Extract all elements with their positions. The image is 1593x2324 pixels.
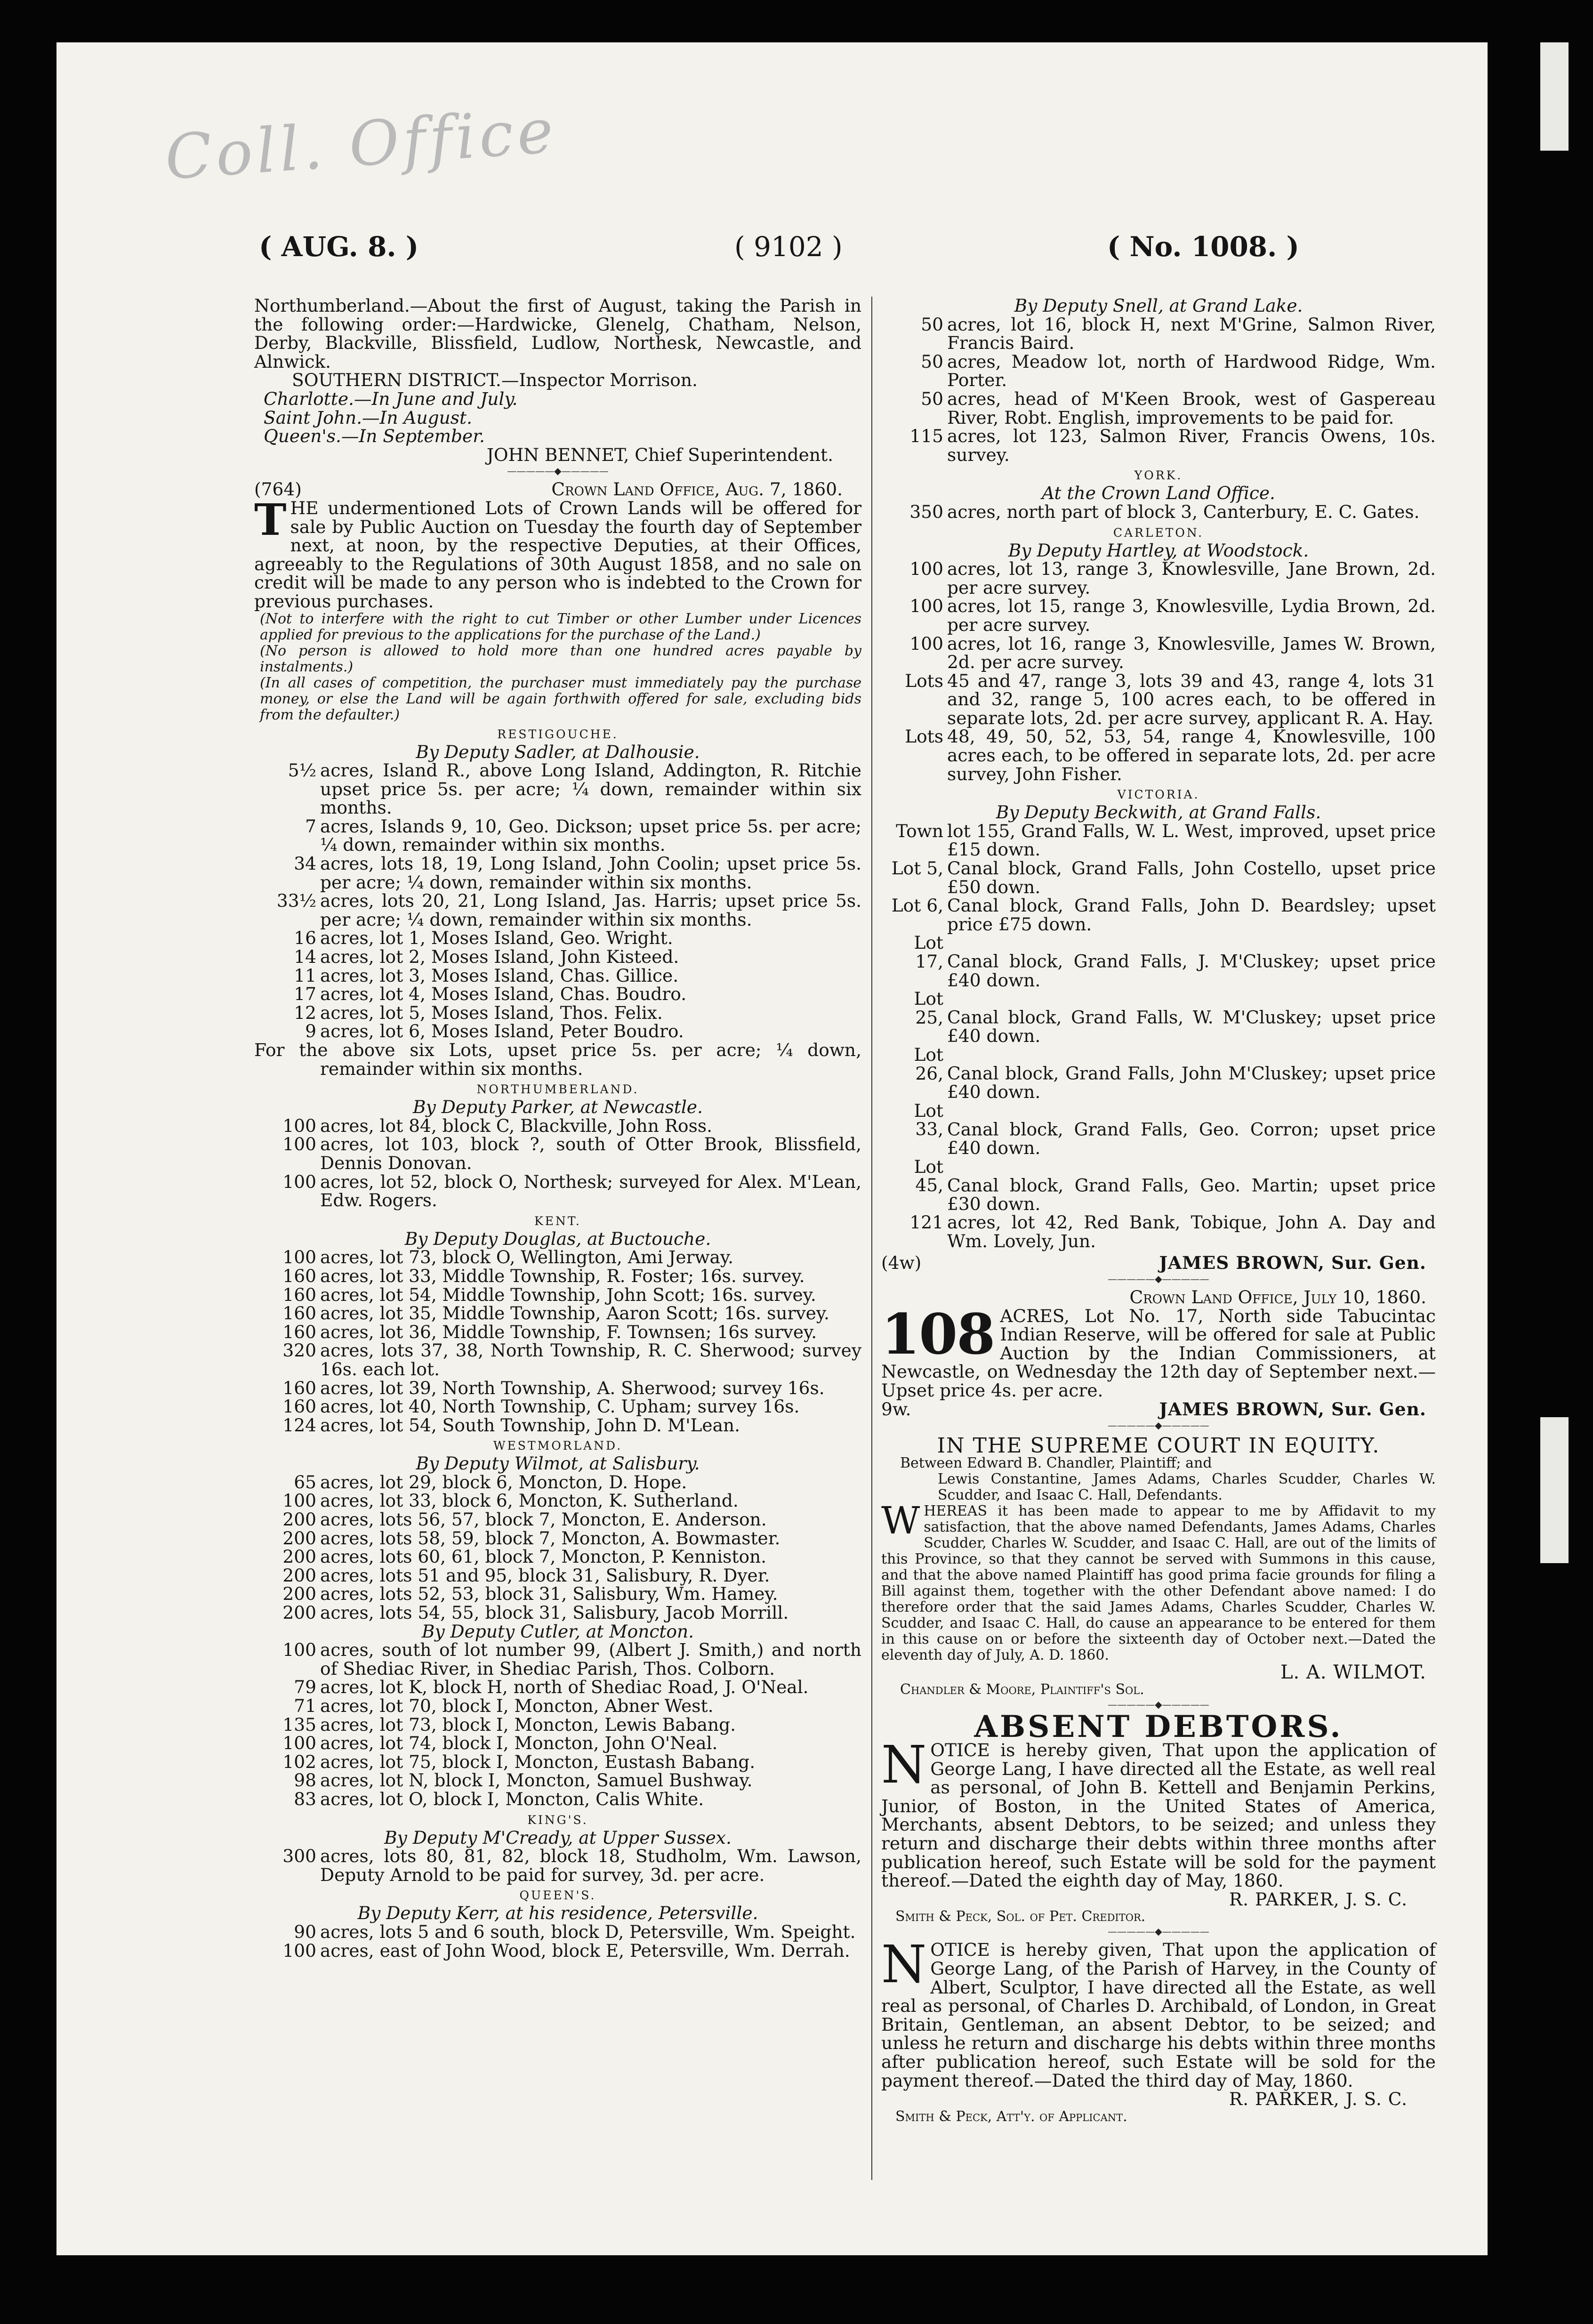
surveyor-signature: JAMES BROWN, Sur. Gen. [1159, 1252, 1426, 1273]
lot-description: acres, lot 54, South Township, John D. M'Lean. [320, 1414, 740, 1436]
lot-acreage: 200 [282, 1565, 316, 1586]
handwritten-signature: Coll. Office [162, 95, 559, 194]
lot-entry [254, 1248, 861, 1267]
lot-description: acres, east of John Wood, block E, Petersville, Wm. Derrah. [320, 1940, 850, 1961]
lot-description: acres, lot 40, North Township, C. Upham; survey 16s. [320, 1396, 800, 1417]
lot-acreage: 100 [282, 1134, 316, 1155]
lot-acreage: 50 [921, 388, 943, 409]
lot-acreage: 16 [294, 928, 316, 949]
notice-note-1: (Not to interfere with the right to cut Timber or other Lumber under Licences applied for previous to the applications for the purchase of the Land.) [260, 610, 861, 643]
lot-acreage: 115 [909, 426, 943, 447]
lot-entry [254, 1923, 861, 1942]
left-column [254, 297, 861, 1960]
lot-entry [254, 1790, 861, 1809]
county-heading: YORK. [1134, 468, 1183, 483]
lot-entry [254, 1492, 861, 1510]
lot-acreage: 83 [294, 1788, 316, 1809]
lot-description: acres, lots 37, 38, North Township, R. C. Sherwood; survey 16s. each lot. [320, 1340, 861, 1380]
lot-list [254, 1248, 861, 1435]
lot-entry [881, 390, 1436, 427]
insertion-code: 9w. [881, 1398, 911, 1420]
lot-description: acres, lots 80, 81, 82, block 18, Studholm, Wm. Lawson, Deputy Arnold to be paid for survey, 3d. per acre. [320, 1846, 861, 1885]
deputy-line: By Deputy Cutler, at Moncton. [421, 1621, 694, 1642]
right-column [881, 297, 1436, 2125]
lot-description: acres, lot 35, Middle Township, Aaron Scott; 16s. survey. [320, 1303, 829, 1324]
lot-description: acres, lot 52, block O, Northesk; surveyed for Alex. M'Lean, Edw. Rogers. [320, 1171, 861, 1211]
northumberland-schedule: Northumberland.—About the first of August, taking the Parish in the following order:—Hardwicke, Glenelg, Chatham, Nelson, Derby, Blackville, Blissfield, Ludlow, Northesk, Newcastle, and Alnwick. [254, 295, 861, 372]
lot-acreage: 34 [294, 853, 316, 874]
lot-acreage: 100 [909, 558, 943, 580]
lot-entry [254, 1942, 861, 1961]
lot-entry [881, 822, 1436, 859]
county-heading: CARLETON. [1113, 525, 1204, 540]
lot-description: Canal block, Grand Falls, Geo. Martin; upset price £30 down. [947, 1175, 1436, 1214]
lot-entry [254, 1473, 861, 1492]
page-number: ( 9102 ) [734, 231, 843, 263]
schedule-saint-john: Saint John.—In August. [264, 407, 473, 428]
lot-entry [881, 859, 1436, 896]
lot-entry [881, 990, 1436, 1046]
notice-note-3: (In all cases of competition, the purchaser must immediately pay the purchase money, or else the Land will be again forthwith offered for sale, excluding bids from the defaulter.) [260, 674, 861, 723]
lot-description: acres, lots 58, 59, block 7, Moncton, A. Bowmaster. [320, 1527, 780, 1549]
drop-cap: N [881, 1735, 927, 1795]
solicitor-line: Smith & Peck, Att'y. of Applicant. [895, 2108, 1127, 2125]
deputy-line: By Deputy M'Cready, at Upper Sussex. [384, 1827, 732, 1848]
lot-description: acres, lot 54, Middle Township, John Scott; 16s. survey. [320, 1284, 816, 1305]
lot-entry [254, 1416, 861, 1435]
lot-list [254, 1847, 861, 1884]
lot-acreage: 160 [282, 1396, 316, 1417]
deputy-line: By Deputy Parker, at Newcastle. [413, 1097, 703, 1118]
notice-764-header [254, 480, 861, 499]
lot-description: acres, head of M'Keen Brook, west of Gaspereau River, Robt. English, improvements to be paid for. [947, 388, 1436, 428]
lot-description: acres, north part of block 3, Canterbury, E. C. Gates. [947, 501, 1420, 522]
schedule-queens: Queen's.—In September. [264, 426, 485, 447]
lot-entry [254, 892, 861, 929]
issue-number: ( No. 1008. ) [1107, 231, 1299, 263]
lot-entry [254, 1397, 861, 1416]
lot-acreage: 100 [282, 1733, 316, 1754]
gazette-page [56, 42, 1488, 2255]
lot-acreage: 50 [921, 314, 943, 335]
lot-description: lot 155, Grand Falls, W. L. West, improved, upset price £15 down. [947, 820, 1436, 860]
lot-list [254, 1641, 861, 1808]
lot-acreage: 79 [294, 1677, 316, 1698]
notice-108-body: 108 ACRES, Lot No. 17, North side Tabucintac Indian Reserve, will be offered for sale at Public Auction by the Indian Commissioners, at Newcastle, on Wednesday the 12th day of September next.—Upset price 4s. per acre. [881, 1301, 1436, 1401]
lot-acreage: Lot 33, [914, 1100, 943, 1140]
lot-acreage: 200 [282, 1546, 316, 1567]
lot-entry [881, 934, 1436, 990]
lot-acreage: Town [896, 820, 943, 841]
lot-description: 45 and 47, range 3, lots 39 and 43, range 4, lots 31 and 32, range 5, 100 acres each, to be offered in separate lots, 2d. per acre survey, applicant R. A. Hay. [947, 670, 1436, 728]
lot-description: 48, 49, 50, 52, 53, 54, range 4, Knowlesville, 100 acres each, to be offered in separate lots, 2d. per acre survey, John Fisher. [947, 726, 1436, 784]
surveyor-signature: JAMES BROWN, Sur. Gen. [1159, 1398, 1426, 1420]
lot-list [881, 503, 1436, 522]
county-heading: KENT. [534, 1214, 581, 1228]
superintendent-signature: JOHN BENNET, Chief Superintendent. [486, 444, 833, 465]
deputy-line: By Deputy Wilmot, at Salisbury. [416, 1453, 700, 1474]
lot-acreage: 124 [282, 1414, 316, 1436]
lot-acreage: 300 [282, 1846, 316, 1867]
lot-acreage: 100 [909, 596, 943, 617]
lot-description: Canal block, Grand Falls, J. M'Cluskey; upset price £40 down. [947, 951, 1436, 991]
lot-entry [881, 597, 1436, 634]
lot-acreage: 100 [282, 1115, 316, 1136]
lot-acreage: Lot 6, [891, 895, 943, 916]
section-divider [881, 1420, 1436, 1433]
lot-description: acres, lot 1, Moses Island, Geo. Wright. [320, 928, 673, 949]
lot-entry [254, 1548, 861, 1566]
lot-entry [254, 1585, 861, 1604]
judge-signature: R. PARKER, J. S. C. [1229, 1888, 1408, 1910]
court-parties: Between Edward B. Chandler, Plaintiff; and [900, 1454, 1212, 1471]
lot-entry [881, 1102, 1436, 1158]
lot-entry [254, 1022, 861, 1041]
county-heading: VICTORIA. [1117, 788, 1200, 802]
section-divider [881, 1274, 1436, 1286]
lot-entry [254, 761, 861, 817]
lot-description: acres, lot 16, block H, next M'Grine, Salmon River, Francis Baird. [947, 314, 1436, 354]
insertion-code: (4w) [881, 1252, 922, 1273]
lot-list [254, 761, 861, 1041]
section-divider [881, 1927, 1436, 1939]
lot-description: acres, lots 54, 55, block 31, Salisbury, Jacob Morrill. [320, 1602, 789, 1623]
lot-entry [254, 1267, 861, 1286]
lot-acreage: 100 [282, 1639, 316, 1661]
notice-office-date: Crown Land Office, July 10, 1860. [1129, 1287, 1426, 1308]
lot-entry [254, 1847, 861, 1884]
notice-note-2: (No person is allowed to hold more than one hundred acres payable by instalments.) [260, 642, 861, 675]
lot-description: acres, lot 123, Salmon River, Francis Owens, 10s. survey. [947, 426, 1436, 465]
lot-entry [254, 948, 861, 967]
lot-acreage: 160 [282, 1284, 316, 1305]
absent-notice-1: NOTICE is hereby given, That upon the application of George Lang, I have directed all the Estate, as well real as personal, of John B. Kettell and Benjamin Perkins, Junior, of Boston, in the United States of America, Merchants, absent Debtors, to be seized; and unless they return and discharge their debts within three months after publication hereof, such Estate will be sold for the payment thereof.—Dated the eighth day of May, 1860. [881, 1735, 1436, 1891]
deputy-line: By Deputy Snell, at Grand Lake. [1014, 295, 1303, 316]
county-heading: RESTIGOUCHE. [497, 727, 619, 741]
lot-acreage: 98 [294, 1770, 316, 1791]
lot-entry [254, 1771, 861, 1790]
county-heading: WESTMORLAND. [493, 1439, 623, 1453]
lot-description: acres, lot 3, Moses Island, Chas. Gillice. [320, 965, 679, 986]
lot-entry [881, 727, 1436, 783]
drop-cap: N [881, 1934, 927, 1995]
lot-description: acres, lot 75, block I, Moncton, Eustash Babang. [320, 1751, 756, 1772]
lot-description: acres, lots 20, 21, Long Island, Jas. Harris; upset price 5s. per acre; ¼ down, remainder within six months. [320, 890, 861, 930]
lot-acreage: 160 [282, 1265, 316, 1286]
lot-entry [254, 1341, 861, 1379]
lot-entry [881, 503, 1436, 522]
county-heading: QUEEN'S. [519, 1888, 596, 1903]
lot-description: acres, lots 5 and 6 south, block D, Petersville, Wm. Speight. [320, 1921, 856, 1942]
lot-acreage: 200 [282, 1602, 316, 1623]
victoria-signoff [881, 1254, 1436, 1273]
lot-description: acres, lot 42, Red Bank, Tobique, John A. Day and Wm. Lovely, Jun. [947, 1212, 1436, 1251]
lot-acreage: 350 [909, 501, 943, 522]
lot-description: acres, lot N, block I, Moncton, Samuel Bushway. [320, 1770, 753, 1791]
section-divider [254, 466, 861, 478]
lot-description: acres, lot 39, North Township, A. Sherwood; survey 16s. [320, 1377, 825, 1398]
deputy-line: By Deputy Sadler, at Dalhousie. [416, 741, 700, 762]
lot-description: acres, lot O, block I, Moncton, Calis White. [320, 1788, 704, 1809]
lot-description: acres, lot 13, range 3, Knowlesville, Jane Brown, 2d. per acre survey. [947, 558, 1436, 598]
lot-acreage: 200 [282, 1509, 316, 1530]
lot-list [881, 560, 1436, 783]
judge-signature: R. PARKER, J. S. C. [1229, 2089, 1408, 2110]
lot-description: acres, lots 52, 53, block 31, Salisbury, Wm. Hamey. [320, 1583, 778, 1605]
lot-entry [254, 985, 861, 1004]
lot-acreage: 200 [282, 1527, 316, 1549]
schedule-charlotte: Charlotte.—In June and July. [264, 388, 518, 409]
court-order-body: WHEREAS it has been made to appear to me by Affidavit to my satisfaction, that the above named Defendants, James Adams, Charles Scudder, Charles W. Scudder, and Isaac C. Hall, are out of the limits of this Province, so that they cannot be served with Summons in this cause, and that the above named Plaintiff has good prima facie grounds for filing a Bill against them, together with the other Defendant above named: I do therefore order that the said James Adams, Charles Scudder, Charles W. Scudder, and Isaac C. Hall, do cause an appearance to be entered for them in this cause on or before the sixteenth day of October next.—Dated the eleventh day of July, A. D. 1860. [881, 1498, 1436, 1663]
lot-entry [254, 1510, 861, 1529]
lot-entry [254, 1173, 861, 1210]
court-defendants: Lewis Constantine, James Adams, Charles Scudder, Charles W. Scudder, and Isaac C. Hall, Defendants. [938, 1470, 1436, 1503]
lot-acreage: 160 [282, 1321, 316, 1342]
lot-entry [254, 929, 861, 948]
lot-entry [881, 896, 1436, 934]
judge-signature: L. A. WILMOT. [1280, 1661, 1426, 1683]
lot-acreage: 121 [909, 1212, 943, 1233]
lot-acreage: 71 [294, 1695, 316, 1716]
county-heading: KING'S. [527, 1813, 588, 1827]
binding-tab [1540, 42, 1569, 151]
notice-764-body: THE undermentioned Lots of Crown Lands will be offered for sale by Public Auction on Tuesday the fourth day of September next, at noon, by the respective Deputies, at their Offices, agreeably to the Regulations of 30th August 1858, and no sale on credit will be made to any person who is indebted to the Crown for previous purchases. [254, 494, 861, 612]
deputy-line: By Deputy Kerr, at his residence, Petersville. [357, 1903, 758, 1924]
lot-footer: For the above six Lots, upset price 5s. per acre; ¼ down, remainder within six months. [254, 1040, 861, 1079]
lot-description: acres, lot 36, Middle Township, F. Townsen; 16s survey. [320, 1321, 817, 1342]
absent-debtors-title: ABSENT DEBTORS. [974, 1709, 1343, 1745]
lot-description: acres, lots 60, 61, block 7, Moncton, P. Kenniston. [320, 1546, 767, 1567]
lot-description: acres, lot 16, range 3, Knowlesville, James W. Brown, 2d. per acre survey. [947, 633, 1436, 673]
lot-description: acres, lot 4, Moses Island, Chas. Boudro. [320, 984, 687, 1005]
lot-description: acres, lot 70, block I, Moncton, Abner West. [320, 1695, 714, 1716]
lot-description: acres, lot 74, block I, Moncton, John O'Neal. [320, 1733, 718, 1754]
lot-description: acres, lot 73, block I, Moncton, Lewis Babang. [320, 1714, 736, 1735]
lot-description: acres, lot 5, Moses Island, Thos. Felix. [320, 1002, 663, 1023]
lot-entry [254, 1753, 861, 1772]
lot-entry [254, 1697, 861, 1716]
binding-tab [1540, 1417, 1569, 1563]
lot-description: acres, Island R., above Long Island, Addington, R. Ritchie upset price 5s. per acre; ¼ down, remainder within six months. [320, 760, 861, 818]
lot-description: Canal block, Grand Falls, W. M'Cluskey; upset price £40 down. [947, 1007, 1436, 1047]
lot-description: acres, lot 2, Moses Island, John Kisteed. [320, 946, 679, 968]
lot-acreage: 50 [921, 351, 943, 372]
lot-acreage: 100 [282, 1247, 316, 1268]
lot-acreage: Lots [905, 670, 943, 691]
lot-entry [254, 1716, 861, 1735]
lot-description: Canal block, Grand Falls, John D. Beardsley; upset price £75 down. [947, 895, 1436, 935]
lot-entry [254, 1604, 861, 1622]
lot-entry [254, 1641, 861, 1678]
lot-entry [254, 1529, 861, 1548]
lot-acreage: 11 [294, 965, 316, 986]
lot-acreage: 100 [282, 1940, 316, 1961]
lot-acreage: 65 [294, 1471, 316, 1493]
lot-description: acres, lot 15, range 3, Knowlesville, Lydia Brown, 2d. per acre survey. [947, 596, 1436, 635]
lot-acreage: Lot 45, [914, 1156, 943, 1196]
lot-acreage: 5½ [288, 760, 316, 781]
lot-entry [254, 1678, 861, 1697]
issue-date: ( AUG. 8. ) [259, 231, 419, 263]
absent-notice-2: NOTICE is hereby given, That upon the application of George Lang, of the Parish of Harvey, in the County of Albert, Sculptor, I have directed all the Estate, as well real as personal, of Charles D. Archibald, of London, in Great Britain, Gentleman, an absent Debtor, to be seized; and unless he return and discharge his debts within three months after publication hereof, such Estate will be sold for the payment thereof.—Dated the third day of May, 1860. [881, 1934, 1436, 2091]
lot-entry [254, 817, 861, 855]
lot-description: acres, lot 73, block O, Wellington, Ami Jerway. [320, 1247, 734, 1268]
lot-entry [254, 967, 861, 985]
lot-description: acres, Islands 9, 10, Geo. Dickson; upset price 5s. per acre; ¼ down, remainder within six months. [320, 815, 861, 855]
lot-entry [881, 1046, 1436, 1102]
lot-acreage: Lot 17, [914, 932, 943, 972]
lot-list [881, 822, 1436, 1251]
lot-acreage: 12 [294, 1002, 316, 1023]
notice-office-date: Crown Land Office, Aug. 7, 1860. [551, 479, 843, 500]
solicitor-line: Smith & Peck, Sol. of Pet. Creditor. [895, 1908, 1146, 1925]
solicitor-line: Chandler & Moore, Plaintiff's Sol. [900, 1681, 1144, 1698]
lot-description: acres, lots 51 and 95, block 31, Salisbury, R. Dyer. [320, 1565, 770, 1586]
lot-acreage: 33½ [276, 890, 316, 912]
lot-description: acres, lot 6, Moses Island, Peter Boudro. [320, 1021, 684, 1042]
acreage-figure: 108 [881, 1301, 995, 1367]
notice-108-signoff [881, 1400, 1436, 1419]
notice-number: (764) [254, 479, 302, 500]
lot-entry [881, 1158, 1436, 1214]
lot-acreage: 17 [294, 984, 316, 1005]
lot-description: acres, lot 103, block ?, south of Otter Brook, Blissfield, Dennis Donovan. [320, 1134, 861, 1173]
lot-acreage: 90 [294, 1921, 316, 1942]
southern-district: SOUTHERN DISTRICT.—Inspector Morrison. [292, 370, 698, 391]
lot-description: Canal block, Grand Falls, John Costello, upset price £50 down. [947, 858, 1436, 897]
lot-acreage: 135 [282, 1714, 316, 1735]
lot-acreage: Lot 26, [914, 1044, 943, 1084]
lot-list [254, 1473, 861, 1622]
lot-acreage: 100 [282, 1171, 316, 1192]
column-rule [871, 297, 872, 2180]
lot-entry [881, 315, 1436, 353]
lot-description: acres, lots 18, 19, Long Island, John Coolin; upset price 5s. per acre; ¼ down, remainder within six months. [320, 853, 861, 893]
lot-description: acres, lots 56, 57, block 7, Moncton, E. Anderson. [320, 1509, 767, 1530]
lot-acreage: Lots [905, 726, 943, 747]
deputy-line: At the Crown Land Office. [1042, 483, 1275, 504]
lot-entry [254, 1117, 861, 1136]
lot-description: acres, south of lot number 99, (Albert J. Smith,) and north of Shediac River, in Shediac Parish, Thos. Colborn. [320, 1639, 861, 1679]
lot-acreage: 7 [305, 815, 316, 837]
lot-entry [254, 1323, 861, 1342]
lot-acreage: 102 [282, 1751, 316, 1772]
lot-list [254, 1117, 861, 1210]
lot-entry [254, 1734, 861, 1753]
lot-entry [254, 1566, 861, 1585]
lot-acreage: 100 [282, 1490, 316, 1511]
lot-acreage: Lot 25, [914, 988, 943, 1028]
lot-description: acres, lot 33, Middle Township, R. Foster; 16s. survey. [320, 1265, 805, 1286]
lot-description: acres, Meadow lot, north of Hardwood Ridge, Wm. Porter. [947, 351, 1436, 391]
lot-acreage: 9 [305, 1021, 316, 1042]
lot-acreage: 14 [294, 946, 316, 968]
lot-entry [254, 1286, 861, 1305]
lot-description: Canal block, Grand Falls, John M'Cluskey; upset price £40 down. [947, 1063, 1436, 1103]
lot-list [254, 1923, 861, 1960]
lot-acreage: 200 [282, 1583, 316, 1605]
lot-entry [254, 1135, 861, 1172]
lot-acreage: 320 [282, 1340, 316, 1361]
lot-acreage: 160 [282, 1303, 316, 1324]
lot-entry [881, 353, 1436, 390]
drop-cap: T [254, 494, 287, 545]
lot-entry [254, 1379, 861, 1398]
court-title: IN THE SUPREME COURT IN EQUITY. [937, 1434, 1380, 1458]
lot-acreage: 160 [282, 1377, 316, 1398]
lot-entry [254, 1004, 861, 1023]
lot-entry [881, 427, 1436, 464]
lot-entry [254, 855, 861, 892]
deputy-line: By Deputy Beckwith, at Grand Falls. [996, 802, 1321, 823]
lot-description: acres, lot 29, block 6, Moncton, D. Hope. [320, 1471, 687, 1493]
lot-description: acres, lot 33, block 6, Moncton, K. Sutherland. [320, 1490, 739, 1511]
lot-acreage: 100 [909, 633, 943, 654]
lot-entry [254, 1304, 861, 1323]
lot-entry [881, 635, 1436, 672]
lot-entry [881, 560, 1436, 597]
drop-cap: W [881, 1498, 920, 1542]
lot-entry [881, 1213, 1436, 1251]
lot-entry [881, 672, 1436, 728]
lot-description: acres, lot K, block H, north of Shediac Road, J. O'Neal. [320, 1677, 809, 1698]
lot-acreage: Lot 5, [891, 858, 943, 879]
county-heading: NORTHUMBERLAND. [476, 1082, 639, 1097]
lot-description: acres, lot 84, block C, Blackville, John Ross. [320, 1115, 712, 1136]
lot-description: Canal block, Grand Falls, Geo. Corron; upset price £40 down. [947, 1119, 1436, 1158]
deputy-line: By Deputy Hartley, at Woodstock. [1008, 540, 1309, 561]
deputy-line: By Deputy Douglas, at Buctouche. [404, 1228, 711, 1249]
lot-list [881, 315, 1436, 465]
